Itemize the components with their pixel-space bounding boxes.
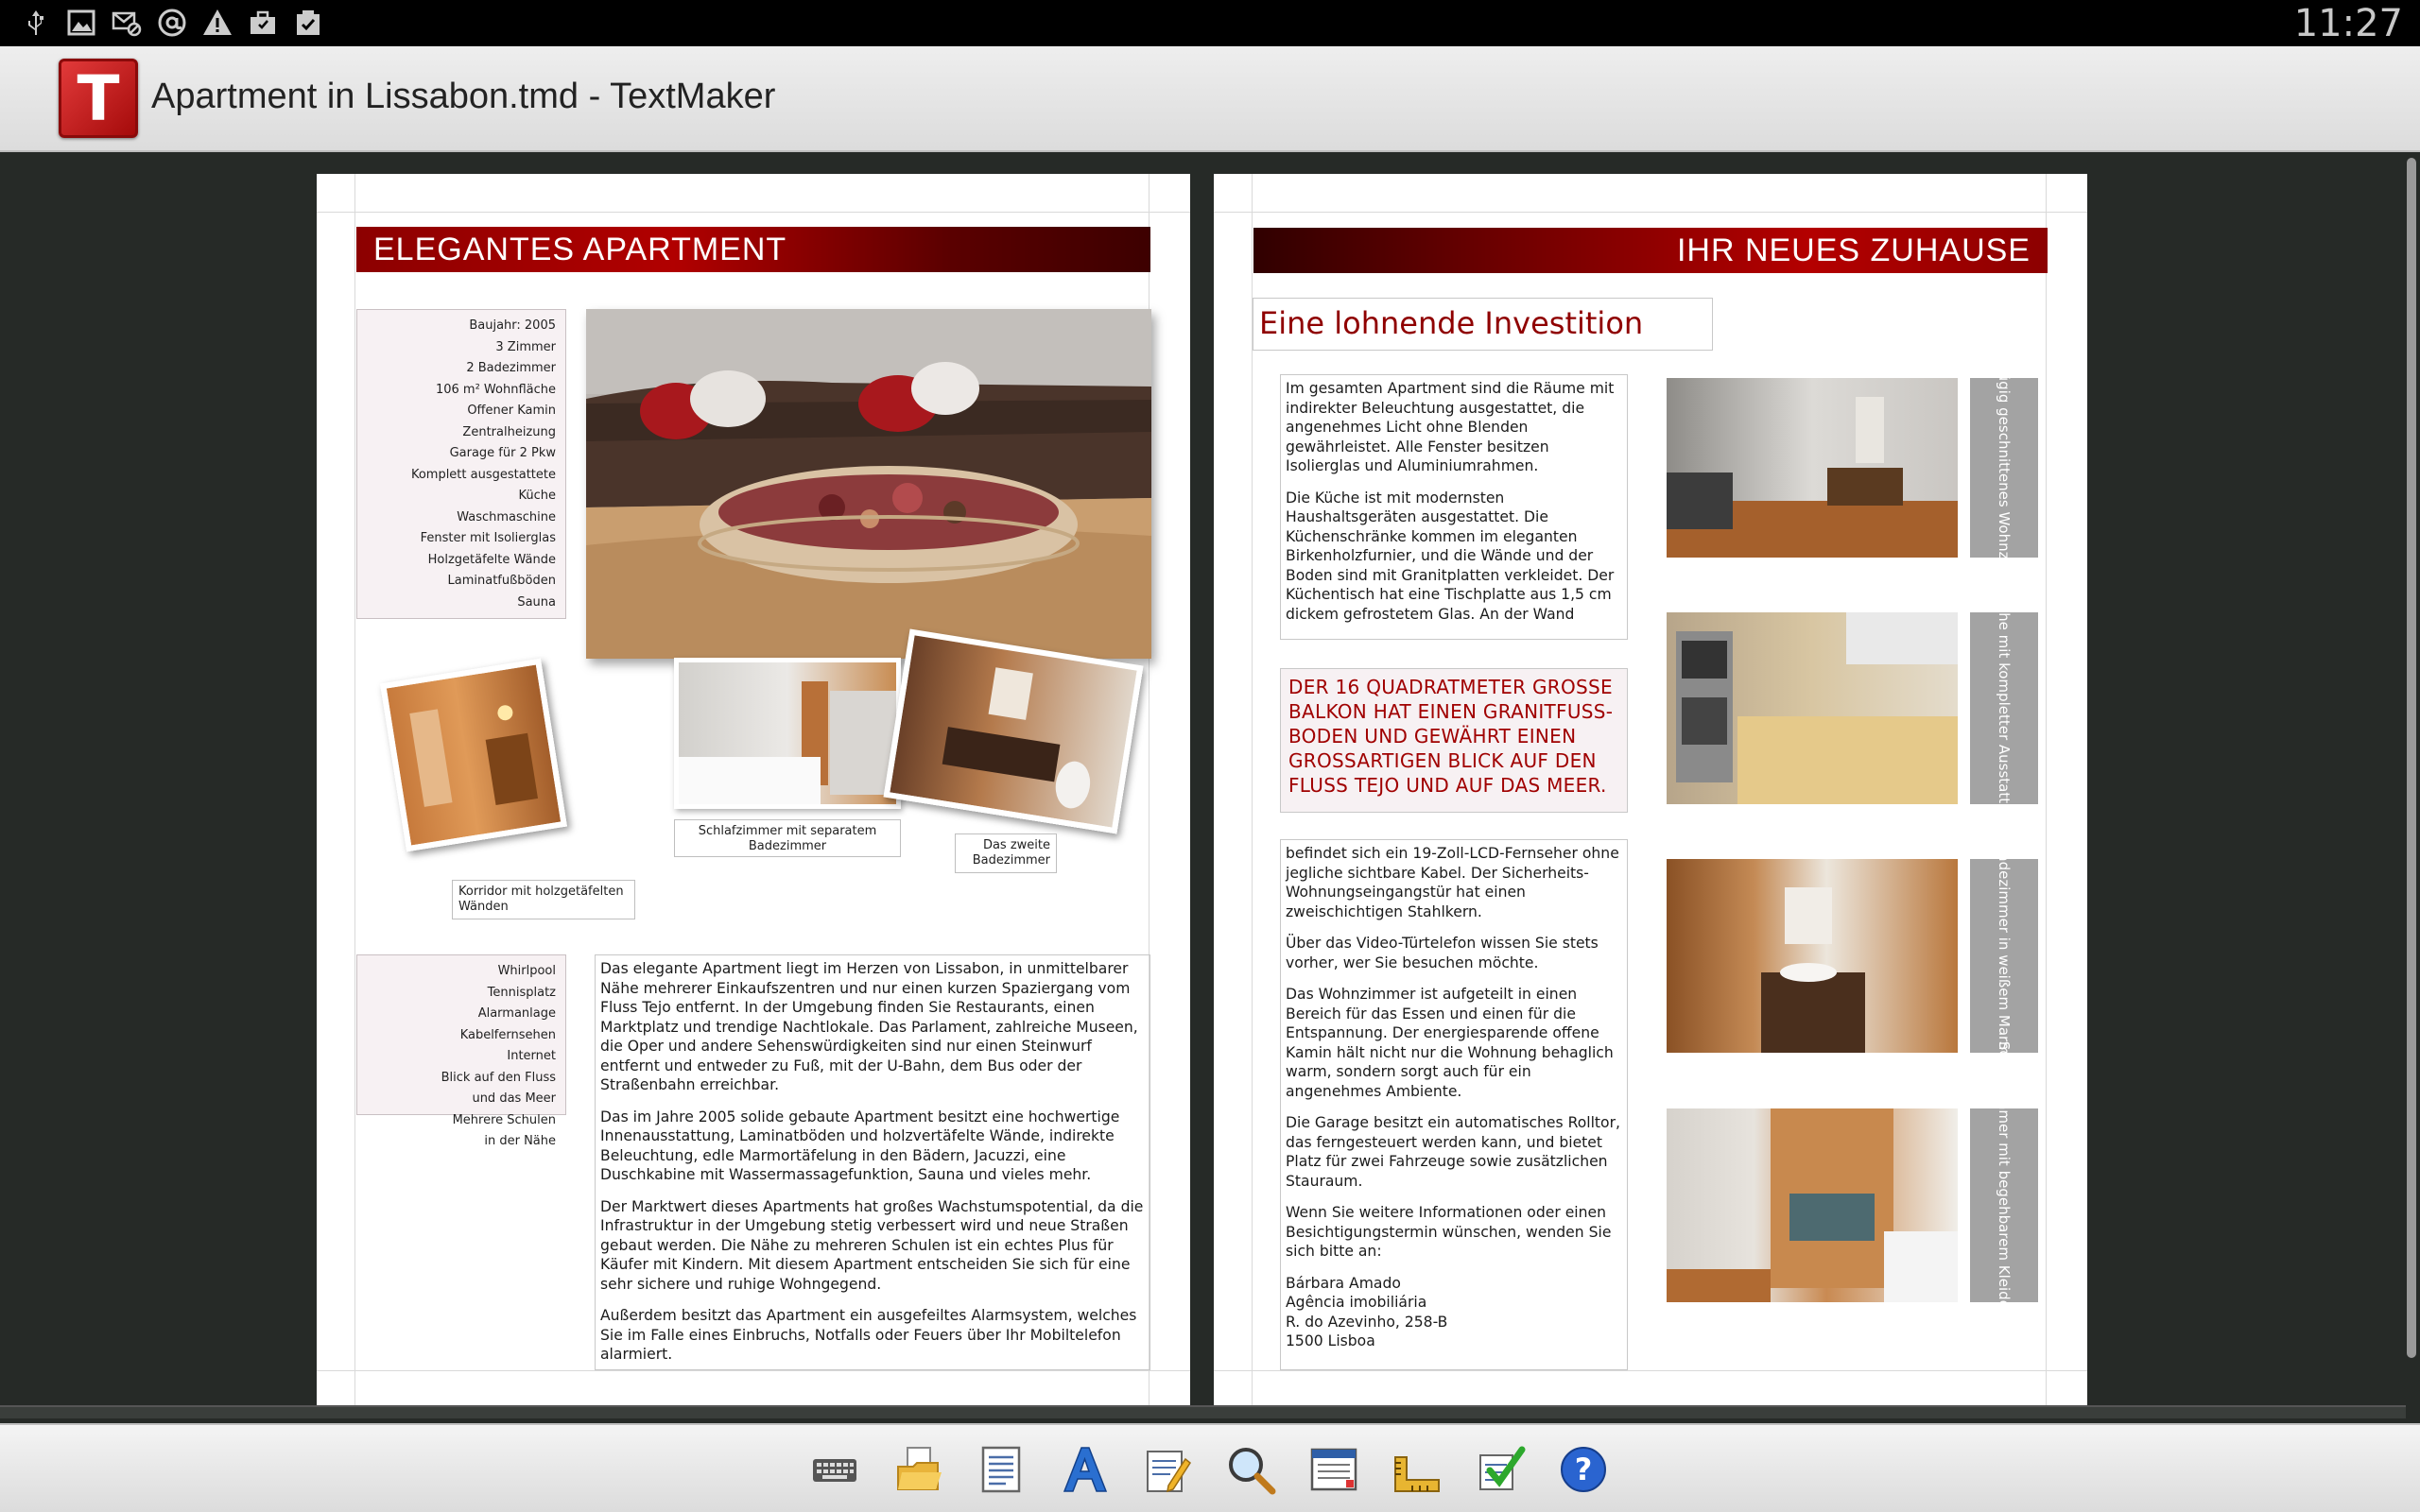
margin-guide	[1252, 174, 1253, 1407]
living-room-photo[interactable]	[586, 309, 1151, 659]
paragraph: Außerdem besitzt das Apartment ein ausgefeiltes Alarmsystem, welches Sie im Falle eines Einbruchs, Notfalls oder Feuers über Ihr Mobiltelefon alarmiert.	[600, 1307, 1137, 1363]
subheading-investition[interactable]: Eine lohnende Investition	[1253, 298, 1713, 351]
svg-text:?: ?	[1574, 1452, 1593, 1487]
paragraph: Der Marktwert dieses Apartments hat großes Wachstumspotential, da die Infrastruktur in der Umgebung stetig verbessert wird und neue Straßen gebaut werden. Die Nähe zu mehreren Schulen ist ein echtes Plus für Käufer mit Kindern. Mit diesem Apartment entscheiden Sie sich für eine sehr sichere und ruhige Wohngegend.	[600, 1197, 1144, 1293]
margin-guide	[1214, 212, 2087, 213]
open-file-icon[interactable]	[894, 1444, 945, 1495]
contact-line: R. do Azevinho, 258-B	[1286, 1313, 1448, 1331]
paragraph: Die Küche ist mit modernsten Haushaltsgeräten ausgestattet. Die Küchenschränke kommen im eleganten Birkenholzfurnier, und die Wände und der Boden sind mit Granitplatten verkleidet. Der Küchentisch hat eine Tischplatte aus 1,5 cm dickem gefrostetem Glas. An der Wand	[1286, 489, 1615, 623]
amenity-item: in der Nähe	[484, 1134, 556, 1148]
briefcase-icon	[248, 8, 278, 38]
margin-guide	[317, 212, 1190, 213]
warning-icon	[202, 8, 233, 38]
paragraph: Im gesamten Apartment sind die Räume mit indirekter Beleuchtung ausgestattet, die angenehmes Licht ohne Blenden gewährleistet. Alle Fenster besitzen Isolierglas und Aluminiumrahmen.	[1286, 380, 1615, 474]
edit-icon[interactable]	[1142, 1444, 1193, 1495]
label-living-room	[1970, 330, 2038, 606]
status-bar	[0, 0, 2420, 46]
feature-item: Offener Kamin	[467, 404, 556, 418]
main-text-frame[interactable]	[595, 954, 1150, 1370]
ruler-icon[interactable]	[1392, 1444, 1443, 1495]
label-kitchen	[1970, 586, 2038, 831]
amenity-item: Kabelfernsehen	[459, 1027, 556, 1042]
photo-bedroom-closet[interactable]	[1667, 1108, 1958, 1302]
photo-bathroom[interactable]	[1667, 859, 1958, 1053]
label-living-room-text: Großzügig geschnittenes Wohnzimmer	[1996, 330, 2013, 606]
left-paragraphs	[600, 959, 1145, 1365]
clock: 11:27	[2293, 2, 2403, 45]
page-left[interactable]	[317, 174, 1190, 1407]
amenities-box[interactable]	[356, 954, 566, 1148]
at-icon	[157, 8, 187, 38]
amenity-item: Tennisplatz	[487, 985, 556, 1000]
document-icon[interactable]	[976, 1444, 1027, 1495]
window-title: Apartment in Lissabon.tmd - TextMaker	[151, 77, 776, 116]
contact-block	[1286, 1274, 1622, 1351]
label-bathroom	[1970, 842, 2038, 1070]
paragraph: Das elegante Apartment liegt im Herzen von Lissabon, in unmittelbarer Nähe mehrerer Einkaufszentren und nur einen kurzen Spaziergang vom Fluss Tejo entfernt. In der Umgebung finden Sie Restaurants, einen Marktplatz und trendige Nachtlokale. Das Parlament, zahlreiche Museen, die Oper und andere Sehenswürdigkeiten sind nur einen Steinwurf entfernt und entweder zu Fuß, mit der U-Bahn, dem Bus oder der Straßenbahn erreichbar.	[600, 960, 1138, 1093]
corridor-photo[interactable]	[380, 659, 567, 852]
margin-guide	[317, 1370, 1190, 1371]
contact-line: 1500 Lisboa	[1286, 1332, 1375, 1349]
amenity-item: Alarmanlage	[477, 1006, 556, 1021]
label-kitchen-text: Küche mit kompletter Ausstattung	[1996, 586, 2013, 831]
paragraph: Das Wohnzimmer ist aufgeteilt in einen Bereich für das Essen und einen für die Entspannung. Der energiesparende offene Kamin hält nicht nur die Wohnung behaglich warm, sondern sorgt auch für ein angenehmes Ambiente.	[1286, 986, 1614, 1100]
document-workspace[interactable]	[0, 152, 2420, 1423]
feature-item: Garage für 2 Pkw	[449, 446, 556, 460]
amenity-item: Internet	[507, 1049, 556, 1063]
email-blocked-icon	[112, 8, 142, 38]
paragraph: befindet sich ein 19-Zoll-LCD-Fernseher ohne jegliche sichtbare Kabel. Der Sicherheits-Wohnungseingangstür hat einen zweischichtigen Stahlkern.	[1286, 845, 1619, 920]
photo-living-room[interactable]	[1667, 378, 1958, 558]
features-list	[363, 316, 556, 613]
photo-kitchen[interactable]	[1667, 612, 1958, 804]
margin-guide	[354, 174, 355, 1407]
label-bathroom-text: Badezimmer in weißem Marmor	[1996, 842, 2013, 1070]
bedroom-photo[interactable]	[674, 658, 901, 809]
contact-line: Agência imobiliária	[1286, 1294, 1427, 1311]
feature-item: 3 Zimmer	[495, 339, 556, 354]
margin-guide	[2046, 174, 2047, 1407]
contact-line: Bárbara Amado	[1286, 1274, 1401, 1292]
paragraph: Über das Video-Türtelefon wissen Sie stets vorher, wer Sie besuchen möchte.	[1286, 935, 1599, 971]
paragraph: Die Garage besitzt ein automatisches Rolltor, das ferngesteuert werden kann, und bietet Platz für zwei Fahrzeuge sowie zusätzlichen Stauraum.	[1286, 1114, 1620, 1190]
banner-ihr-neues-zuhause[interactable]: IHR NEUES ZUHAUSE	[1253, 228, 2048, 273]
pull-quote[interactable]: DER 16 QUADRATMETER GROSSE BALKON HAT EINEN GRANITFUSS-BODEN UND GEWÄHRT EINEN GROSSARTIGEN BLICK AUF DEN FLUSS TEJO UND AUF DAS MEER.	[1280, 668, 1628, 813]
label-bedroom-closet-text: Schlafzimmer mit begehbarem Kleiderschrank	[1996, 1040, 2013, 1370]
image-icon	[66, 8, 96, 38]
feature-item: Zentralheizung	[462, 424, 556, 439]
banner-elegantes-apartment[interactable]: ELEGANTES APARTMENT	[356, 227, 1150, 272]
amenity-item: Mehrere Schulen	[452, 1112, 556, 1127]
title-bar	[0, 46, 2420, 152]
margin-guide	[1214, 1370, 2087, 1371]
horizontal-scrollbar-track[interactable]	[0, 1405, 2406, 1418]
feature-item: Laminatfußböden	[447, 574, 556, 588]
feature-item: Baujahr: 2005	[469, 318, 556, 333]
font-icon[interactable]	[1059, 1444, 1110, 1495]
text-frame-top[interactable]	[1280, 374, 1628, 640]
amenity-item: Blick auf den Fluss	[441, 1070, 556, 1085]
feature-item: Waschmaschine	[457, 509, 556, 524]
caption-bedroom: Schlafzimmer mit separatem Badezimmer	[674, 819, 901, 857]
label-bedroom-closet	[1970, 1040, 2038, 1370]
feature-item: 106 m² Wohnfläche	[435, 382, 556, 397]
right-text-top	[1286, 379, 1622, 624]
caption-bathroom-2: Das zweite Badezimmer	[955, 833, 1057, 873]
feature-item: Komplett ausgestattete	[410, 467, 556, 482]
feature-item: Sauna	[517, 594, 556, 610]
bathroom-2-photo[interactable]	[883, 629, 1143, 834]
features-box[interactable]	[356, 309, 566, 619]
check-icon[interactable]	[1475, 1444, 1526, 1495]
amenity-item: und das Meer	[472, 1091, 556, 1106]
amenities-list	[363, 961, 556, 1153]
text-frame-bottom[interactable]	[1280, 839, 1628, 1370]
feature-item: 2 Badezimmer	[466, 361, 556, 375]
paragraph: Wenn Sie weitere Informationen oder einen Besichtigungstermin wünschen, wenden Sie sich bitte an:	[1286, 1204, 1612, 1260]
search-icon[interactable]	[1225, 1444, 1276, 1495]
feature-item: Holzgetäfelte Wände	[427, 552, 556, 567]
usb-icon	[21, 8, 51, 38]
feature-item: Fenster mit Isolierglas	[420, 531, 556, 545]
app-logo-icon[interactable]	[59, 59, 138, 138]
right-text-bottom	[1286, 844, 1622, 1262]
caption-corridor: Korridor mit holzgetäfelten Wänden	[452, 880, 635, 919]
keyboard-icon[interactable]	[809, 1444, 860, 1495]
app-logo-letter: T	[77, 62, 120, 135]
page-right[interactable]	[1214, 174, 2087, 1407]
paragraph: Das im Jahre 2005 solide gebaute Apartment besitzt eine hochwertige Innenausstattung, Laminatböden und holzvertäfelte Wände, indirekte Beleuchtung, edle Marmortäfelung in den Bädern, Jacuzzi, eine Duschkabine mit Wassermassagefunktion, Sauna und vieles mehr.	[600, 1108, 1120, 1183]
clipboard-check-icon	[293, 8, 323, 38]
feature-item: Küche	[518, 489, 556, 503]
window-icon[interactable]	[1308, 1444, 1359, 1495]
vertical-scrollbar[interactable]	[2407, 158, 2416, 1358]
bottom-toolbar	[0, 1423, 2420, 1512]
amenity-item: Whirlpool	[497, 964, 556, 978]
help-icon[interactable]	[1558, 1444, 1609, 1495]
